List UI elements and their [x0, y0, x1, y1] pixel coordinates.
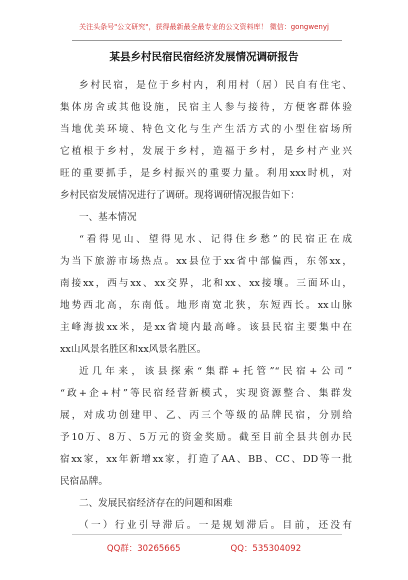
- paragraph-line: 集体房舍或其他设施，民宿主人参与接待，方便客群体验: [60, 102, 352, 113]
- paragraph-line: 当地优美环境、特色文化与生产生活方式的小型住宿场所: [60, 124, 352, 135]
- paragraph-line: 南接xx，西与xx、xx交界，北和xx、xx接壤。三面环山，: [60, 278, 352, 289]
- header-banner: 关注头条号"公文研究"，获得最新最全最专业的公文资料库！ 微信：gongwenyj: [79, 23, 329, 31]
- paragraph-line: （一）行业引导滞后。一是规划滞后。目前，还没有: [79, 520, 352, 531]
- paragraph-line: 为当下旅游市场热点。xx县位于xx省中部偏西，东邻xx，: [60, 256, 352, 267]
- paragraph-line: 宿xx家，xx年新增xx家，打造了AA、BB、CC、DD等一批: [60, 454, 352, 465]
- section-heading: 一、基本情况: [79, 212, 137, 223]
- paragraph-line: 乡村民宿发展情况进行了调研。现将调研情况报告如下：: [60, 190, 300, 201]
- header-divider: [72, 40, 342, 41]
- paragraph-line: 予10万、8万、5万元的资金奖励。截至目前全县共创办民: [60, 432, 352, 443]
- paragraph-line: 民宿品牌。: [60, 476, 108, 487]
- paragraph-line: 它植根于乡村，发展于乡村，造福于乡村，是乡村产业兴: [60, 146, 352, 157]
- paragraph-line: 近几年来，该县探索“集群+托管”“民宿+公司”: [79, 366, 352, 377]
- footer-divider: [72, 534, 342, 535]
- footer-qq-number: QQ：535304092: [230, 544, 302, 554]
- paragraph-line: 地势西北高，东南低。地形南宽北狭，东短西长。xx山脉: [60, 300, 352, 311]
- paragraph-line: “政+企+村”等民宿经营新模式，实现资源整合、集群发: [60, 388, 352, 399]
- section-heading: 二、发展民宿经济存在的问题和困难: [79, 498, 233, 509]
- document-title: 某县乡村民宿民宿经济发展情况调研报告: [109, 51, 299, 63]
- paragraph-line: “看得见山、望得见水、记得住乡愁”的民宿正在成: [79, 234, 352, 245]
- paragraph-line: 旺的重要抓手，是乡村振兴的重要力量。利用xxx时机，对: [60, 168, 352, 179]
- footer-qq-group: QQ群：30265665: [106, 544, 181, 554]
- footer-contact: [0, 542, 408, 554]
- document-body: [60, 75, 352, 537]
- paragraph-line: 主峰海拔xx米，是xx省境内最高峰。该县民宿主要集中在: [60, 322, 352, 333]
- paragraph-line: 乡村民宿，是位于乡村内，利用村（居）民自有住宅、: [79, 80, 352, 91]
- paragraph-line: xx山风景名胜区和xx风景名胜区。: [60, 344, 207, 355]
- paragraph-line: 展，对成功创建甲、乙、丙三个等级的品牌民宿，分别给: [60, 410, 352, 421]
